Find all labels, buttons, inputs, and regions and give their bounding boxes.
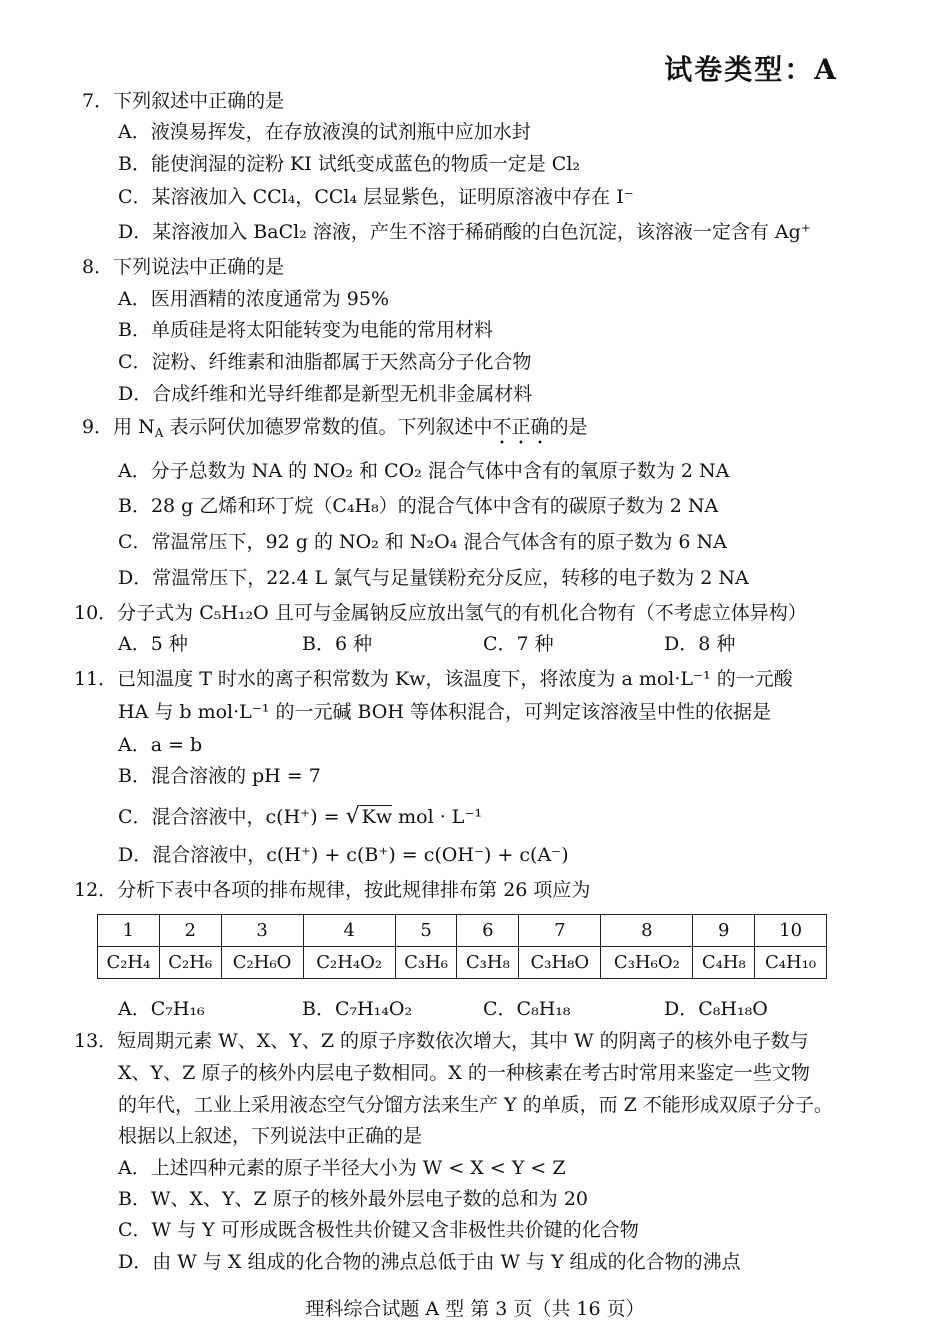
sequence-table — [97, 914, 827, 979]
table-cell: C₃H₈O — [519, 947, 601, 979]
question-9-stem-post: 的是 — [549, 416, 588, 438]
table-header-cell: 7 — [519, 915, 601, 947]
question-13-stem-line3: 的年代，工业上采用液态空气分馏方法来生产 Y 的单质，而 Z 不能形成双原子分子。 — [118, 1094, 833, 1116]
question-9-option-d: D．常温常压下，22.4 L 氯气与足量镁粉充分反应，转移的电子数为 2 NA — [118, 567, 749, 589]
question-9-stem-sub: A — [154, 426, 164, 440]
table-cell: C₂H₄ — [98, 947, 160, 979]
question-11-stem-line2: HA 与 b mol·L⁻¹ 的一元碱 BOH 等体积混合，可判定该溶液呈中性的依据是 — [118, 701, 771, 723]
question-12-option-a: A．C₇H₁₆ — [118, 998, 205, 1020]
question-13-stem-line2: X、Y、Z 原子的核外内层电子数相同。X 的一种核素在考古时常用来鉴定一些文物 — [118, 1062, 810, 1084]
question-8-option-d: D．合成纤维和光导纤维都是新型无机非金属材料 — [118, 383, 533, 405]
question-9-emphasis: 不正确 — [492, 416, 550, 438]
sqrt-symbol-icon: √ — [345, 804, 360, 829]
question-8-option-a: A．医用酒精的浓度通常为 95% — [118, 288, 389, 310]
question-11-stem-line1: 11．已知温度 T 时水的离子积常数为 Kw，该温度下，将浓度为 a mol·L⁻¹ 的一元酸 — [74, 668, 793, 690]
question-8-option-b: B．单质硅是将太阳能转变为电能的常用材料 — [118, 319, 493, 341]
question-11-option-c-root: Kw — [361, 806, 393, 828]
question-8-stem: 8．下列说法中正确的是 — [82, 256, 285, 278]
table-cell: C₂H₄O₂ — [303, 947, 395, 979]
question-7-option-d: D．某溶液加入 BaCl₂ 溶液，产生不溶于稀硝酸的白色沉淀，该溶液一定含有 Ag⁺ — [118, 221, 811, 243]
question-10-stem: 10．分子式为 C₅H₁₂O 且可与金属钠反应放出氢气的有机化合物有（不考虑立体异构） — [74, 602, 807, 624]
question-11-option-a: A．a = b — [118, 734, 203, 756]
table-header-cell: 9 — [693, 915, 755, 947]
table-header-cell: 4 — [303, 915, 395, 947]
question-13-stem-line1: 13．短周期元素 W、X、Y、Z 的原子序数依次增大，其中 W 的阴离子的核外电子数与 — [74, 1030, 809, 1052]
question-7-stem: 7．下列叙述中正确的是 — [82, 90, 285, 112]
question-12-option-d: D．C₈H₁₈O — [664, 998, 768, 1020]
question-9-stem-mid: 表示阿伏加德罗常数的值。下列叙述中 — [163, 416, 493, 438]
question-11-option-c — [118, 806, 482, 828]
question-10-option-c: C．7 种 — [483, 633, 554, 655]
question-10-option-d: D．8 种 — [664, 633, 736, 655]
question-11-option-c-pre: C．混合溶液中，c(H⁺) = — [118, 806, 346, 828]
table-cell: C₃H₆ — [395, 947, 457, 979]
table-header-row — [98, 915, 827, 947]
question-13-option-d: D．由 W 与 X 组成的化合物的沸点总低于由 W 与 Y 组成的化合物的沸点 — [118, 1251, 741, 1273]
question-13-option-c: C．W 与 Y 可形成既含极性共价键又含非极性共价键的化合物 — [118, 1219, 639, 1241]
question-12-option-b: B．C₇H₁₄O₂ — [302, 998, 413, 1020]
table-cell: C₂H₆O — [221, 947, 303, 979]
question-10-option-b: B．6 种 — [302, 633, 373, 655]
question-13-option-b: B．W、X、Y、Z 原子的核外最外层电子数的总和为 20 — [118, 1188, 589, 1210]
question-7-option-c: C．某溶液加入 CCl₄，CCl₄ 层显紫色，证明原溶液中存在 I⁻ — [118, 186, 634, 208]
paper-type-label: 试卷类型：A — [664, 53, 838, 86]
page-footer: 理科综合试题 A 型 第 3 页（共 16 页） — [305, 1298, 645, 1320]
question-7-option-a: A．液溴易挥发，在存放液溴的试剂瓶中应加水封 — [118, 121, 531, 143]
table-cell: C₄H₈ — [693, 947, 755, 979]
question-9-option-a: A．分子总数为 NA 的 NO₂ 和 CO₂ 混合气体中含有的氧原子数为 2 NA — [118, 460, 730, 482]
table-header-cell: 8 — [601, 915, 693, 947]
question-8-option-c: C．淀粉、纤维素和油脂都属于天然高分子化合物 — [118, 351, 532, 373]
table-header-cell: 10 — [755, 915, 827, 947]
table-cell: C₄H₁₀ — [755, 947, 827, 979]
question-11-option-c-post: mol · L⁻¹ — [392, 806, 483, 828]
table-cell: C₃H₆O₂ — [601, 947, 693, 979]
table-header-cell: 2 — [159, 915, 221, 947]
question-12-stem: 12．分析下表中各项的排布规律，按此规律排布第 26 项应为 — [74, 879, 591, 901]
question-13-option-a: A．上述四种元素的原子半径大小为 W < X < Y < Z — [118, 1157, 566, 1179]
question-12-option-c: C．C₈H₁₈ — [483, 998, 571, 1020]
table-header-cell: 6 — [457, 915, 519, 947]
question-11-option-b: B．混合溶液的 pH = 7 — [118, 765, 321, 787]
question-9-option-c: C．常温常压下，92 g 的 NO₂ 和 N₂O₄ 混合气体含有的原子数为 6 NA — [118, 531, 727, 553]
table-header-cell: 1 — [98, 915, 160, 947]
question-9-option-b: B．28 g 乙烯和环丁烷（C₄H₈）的混合气体中含有的碳原子数为 2 NA — [118, 495, 719, 517]
question-9-stem — [82, 416, 588, 449]
question-10-option-a: A．5 种 — [118, 633, 188, 655]
table-cell: C₂H₆ — [159, 947, 221, 979]
table-header-cell: 3 — [221, 915, 303, 947]
table-row — [98, 947, 827, 979]
question-13-stem-line4: 根据以上叙述，下列说法中正确的是 — [118, 1125, 423, 1147]
question-7-option-b: B．能使润湿的淀粉 KI 试纸变成蓝色的物质一定是 Cl₂ — [118, 153, 581, 175]
table-header-cell: 5 — [395, 915, 457, 947]
table-cell: C₃H₈ — [457, 947, 519, 979]
question-11-option-d: D．混合溶液中，c(H⁺) + c(B⁺) = c(OH⁻) + c(A⁻) — [118, 844, 569, 866]
question-9-stem-pre: 9．用 N — [82, 416, 155, 438]
